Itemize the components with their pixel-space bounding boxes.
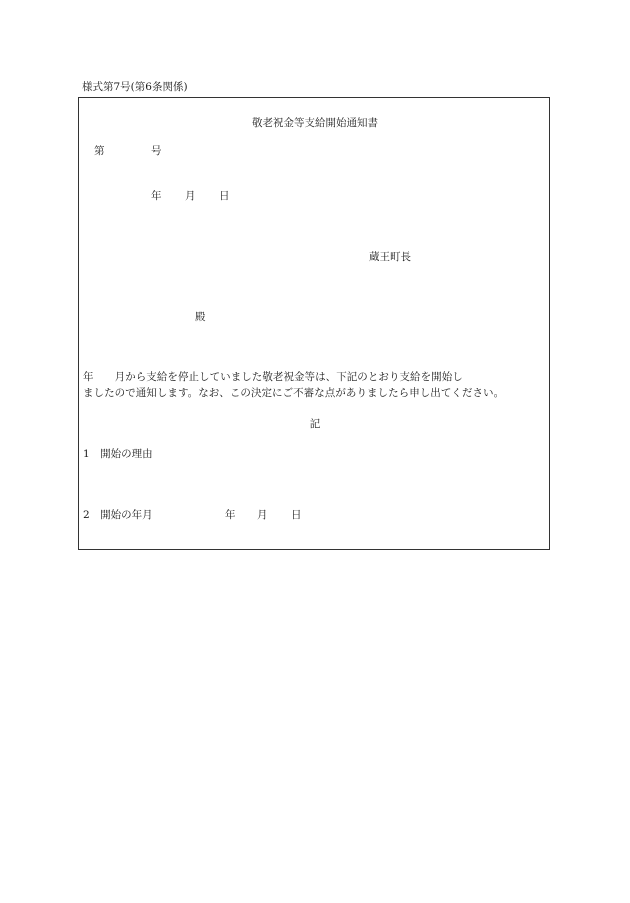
item-2-start-date-label: 2 開始の年月: [83, 509, 153, 521]
item-2-day-label: 日: [291, 509, 302, 521]
issue-number-prefix: 第: [94, 145, 105, 157]
recipient-honorific: 殿: [195, 311, 206, 323]
date-day-label: 日: [219, 190, 230, 202]
date-month-label: 月: [185, 190, 196, 202]
body-text-line-1: 年 月から支給を停止していました敬老祝金等は、下記のとおり支給を開始し: [83, 371, 463, 383]
item-1-start-reason: 1 開始の理由: [83, 448, 153, 460]
notice-form-box: [78, 97, 550, 550]
issuer-name: 蔵王町長: [369, 251, 411, 263]
form-number-label: 様式第7号(第6条関係): [82, 81, 188, 93]
date-year-label: 年: [151, 190, 162, 202]
item-2-year-label: 年: [225, 509, 236, 521]
document-title: 敬老祝金等支給開始通知書: [252, 117, 378, 129]
issue-number-suffix: 号: [151, 145, 162, 157]
item-2-month-label: 月: [257, 509, 268, 521]
body-text-line-2: ましたので通知します。なお、この決定にご不審な点がありましたら申し出てください。: [83, 387, 505, 399]
ki-heading: 記: [309, 418, 321, 430]
